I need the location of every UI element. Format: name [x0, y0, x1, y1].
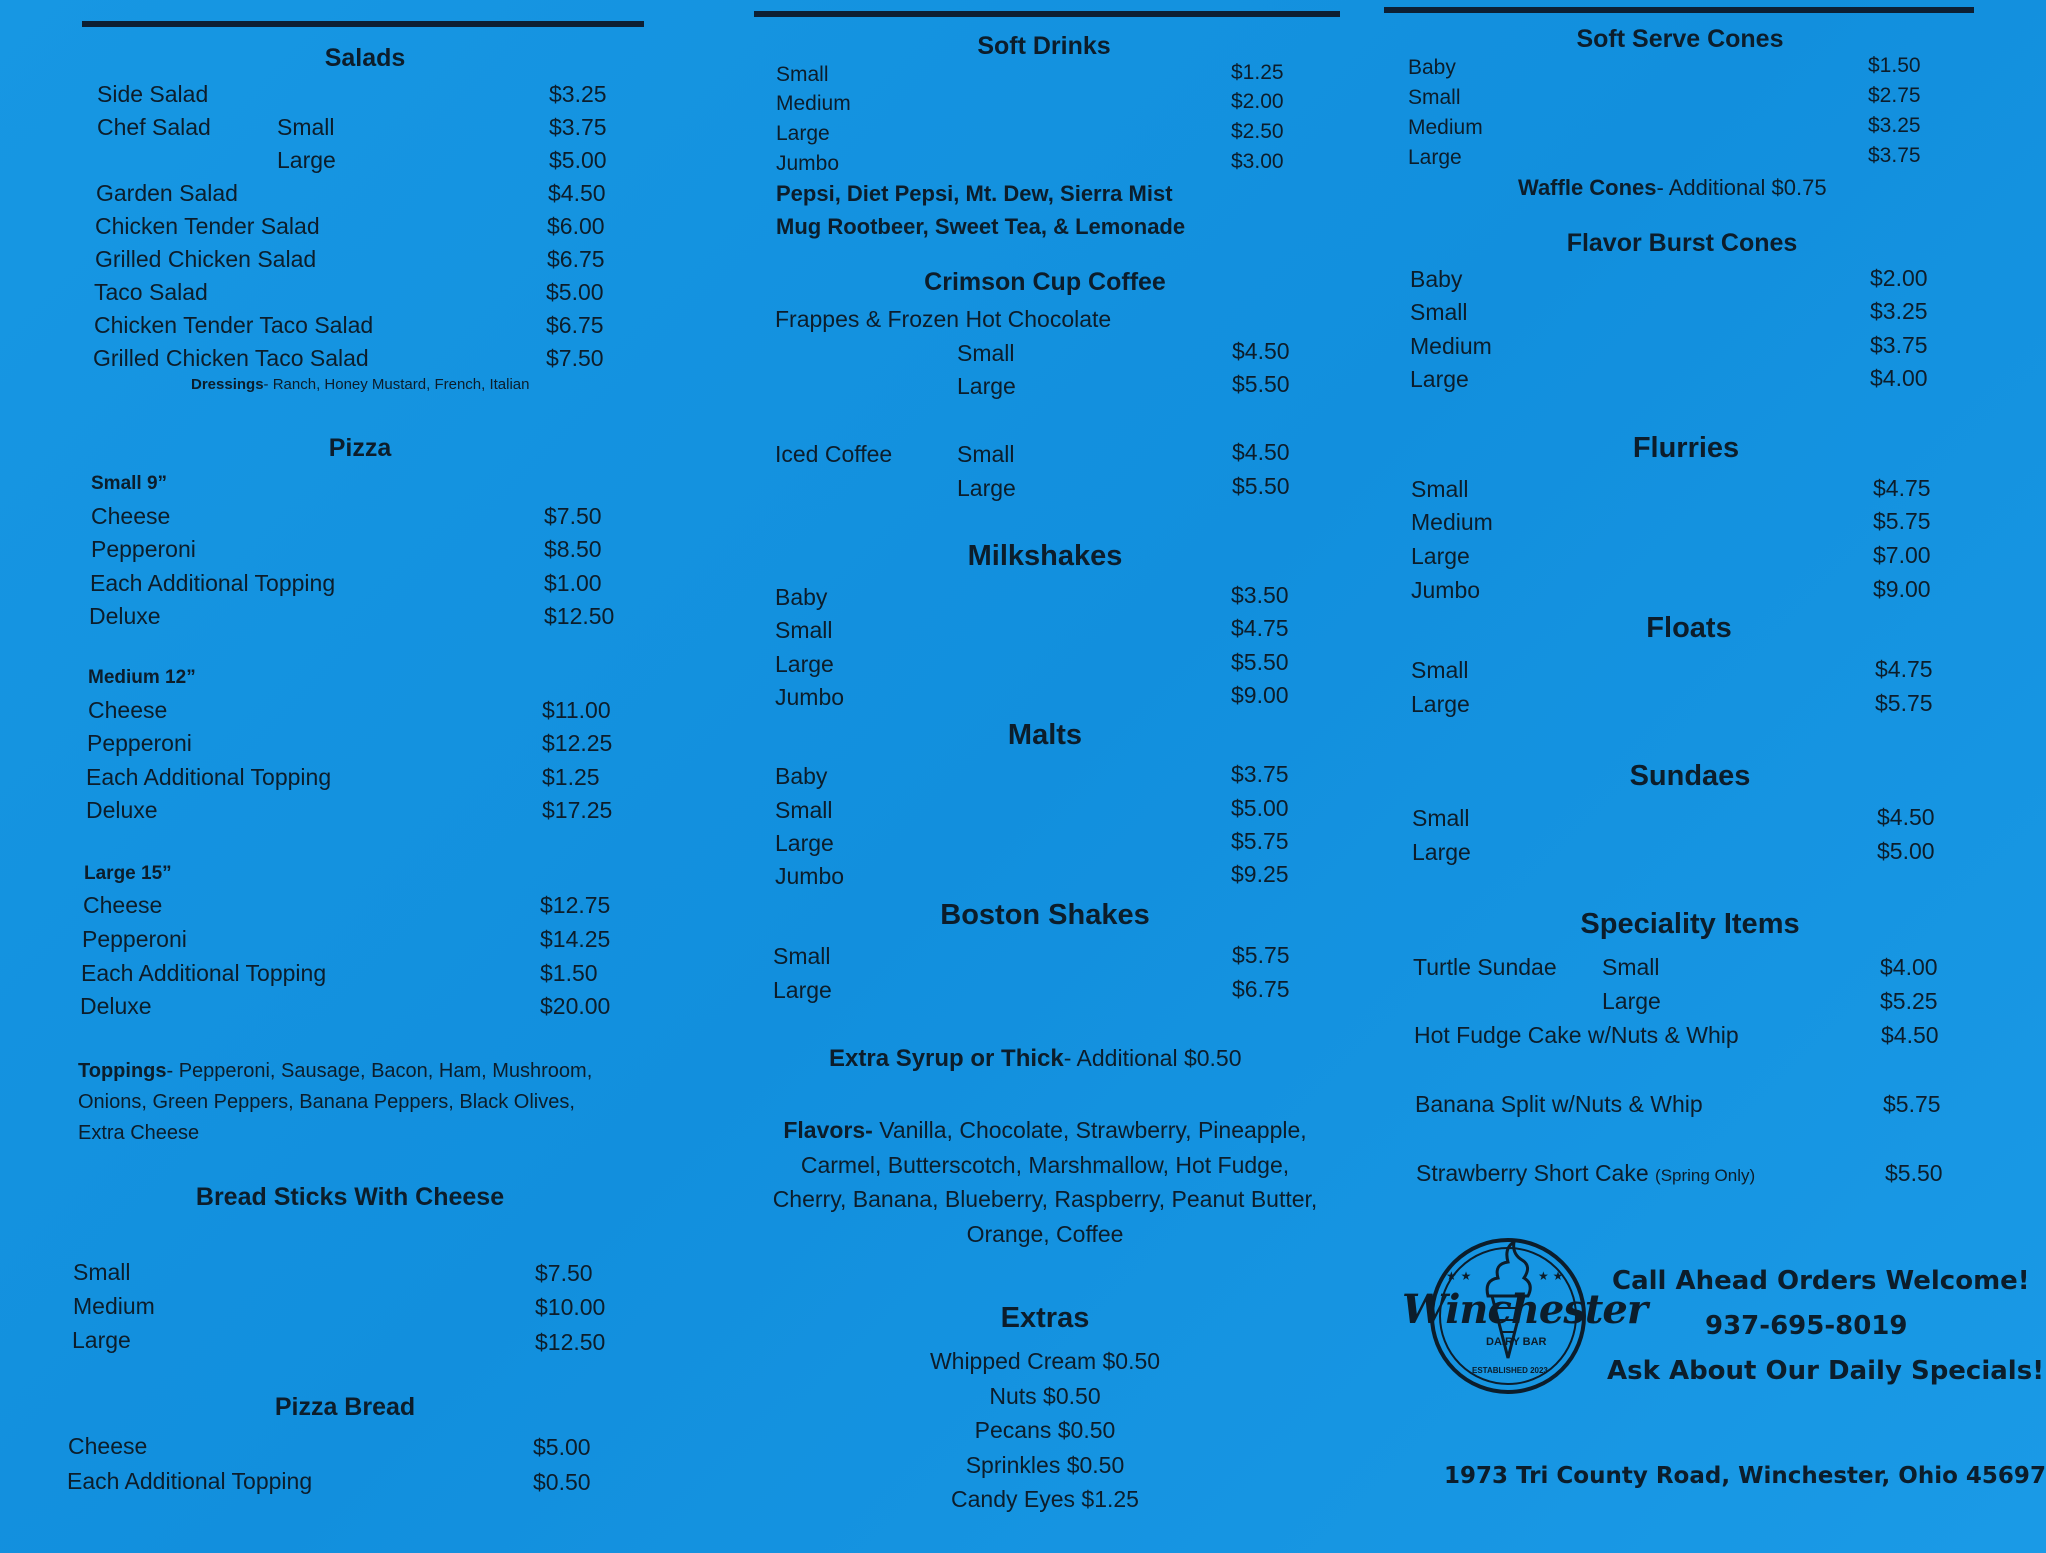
malts-title: Malts	[1007, 719, 1083, 751]
softserve-size: Medium	[1408, 116, 1483, 139]
pizza-item-name: Each Additional Topping	[86, 764, 332, 790]
pizzabread-price: $0.50	[533, 1469, 591, 1495]
pizza-item-price: $1.25	[542, 764, 600, 790]
milkshake-size: Baby	[775, 584, 828, 610]
softserve-size: Small	[1408, 86, 1461, 109]
iced-coffee-size: Large	[957, 475, 1016, 501]
boston-size: Large	[773, 977, 832, 1003]
daily-specials-text: Ask About Our Daily Specials!	[1607, 1356, 2045, 1386]
milkshake-size: Large	[775, 651, 834, 677]
float-size: Large	[1411, 691, 1470, 717]
toppings-label: Toppings	[78, 1060, 167, 1082]
flavorburst-size: Baby	[1410, 266, 1463, 292]
softdrinks-title: Soft Drinks	[977, 32, 1111, 60]
malt-price: $3.75	[1231, 761, 1289, 787]
boston-price: $5.75	[1232, 942, 1290, 968]
sundae-size: Large	[1412, 839, 1471, 865]
iced-coffee-size: Small	[957, 441, 1015, 467]
coffee-title: Crimson Cup Coffee	[924, 268, 1166, 296]
pizza-item-price: $12.50	[544, 603, 615, 629]
softdrink-price: $3.00	[1231, 150, 1284, 173]
right-column-rule	[1384, 7, 1974, 13]
flavors-line: Orange, Coffee	[966, 1220, 1124, 1247]
middle-column-rule	[754, 11, 1340, 17]
breadsticks-title: Bread Sticks With Cheese	[195, 1183, 505, 1211]
speciality-item-note: (Spring Only)	[1655, 1166, 1756, 1185]
flurry-price: $9.00	[1873, 576, 1931, 602]
pizza-item-name: Cheese	[88, 697, 168, 723]
pizza-title: Pizza	[328, 434, 392, 462]
speciality-item-name: Turtle Sundae	[1413, 954, 1557, 980]
salad-size: Large	[277, 147, 336, 173]
pizza-item-name: Pepperoni	[82, 926, 187, 952]
pizza-item-name: Pepperoni	[91, 536, 196, 562]
logo-wordmark: Winchester	[1402, 1286, 1647, 1333]
boston-size: Small	[773, 943, 831, 969]
milkshake-price: $5.50	[1231, 649, 1289, 675]
extra-item: Nuts $0.50	[989, 1382, 1101, 1409]
flavors-line	[745, 1113, 1345, 1148]
floats-title: Floats	[1646, 612, 1732, 644]
pizza-size-label: Small 9”	[91, 473, 168, 494]
breadsticks-price: $10.00	[535, 1294, 606, 1320]
softdrink-price: $2.50	[1231, 120, 1284, 143]
flavors-line: Cherry, Banana, Blueberry, Raspberry, Peanut Butter,	[772, 1186, 1318, 1212]
salad-price: $5.00	[546, 279, 604, 305]
salad-name: Chicken Tender Salad	[95, 213, 320, 239]
salad-name: Grilled Chicken Salad	[95, 246, 317, 272]
waffle-cones-note	[1518, 175, 1827, 201]
sundae-price: $5.00	[1877, 838, 1935, 864]
waffle-cones-text: - Additional $0.75	[1656, 175, 1827, 200]
pizza-item-name: Deluxe	[86, 797, 158, 823]
softserve-size: Baby	[1408, 56, 1456, 79]
pizza-item-name: Cheese	[91, 503, 171, 529]
winchester-dairy-bar-logo	[1400, 1208, 1647, 1398]
salad-price: $6.75	[546, 312, 604, 338]
salad-name: Garden Salad	[96, 180, 238, 206]
flavorburst-title: Flavor Burst Cones	[1566, 229, 1798, 257]
softserve-price: $1.50	[1868, 54, 1921, 77]
softdrink-brands-line: Pepsi, Diet Pepsi, Mt. Dew, Sierra Mist	[776, 181, 1173, 206]
softdrink-price: $1.25	[1231, 61, 1284, 84]
extra-item: Pecans $0.50	[974, 1417, 1116, 1443]
extra-item: Whipped Cream $0.50	[929, 1348, 1161, 1374]
speciality-item-name: Strawberry Short Cake	[1416, 1160, 1649, 1186]
pizza-item-price: $12.25	[542, 730, 613, 756]
sundae-price: $4.50	[1877, 804, 1935, 830]
boston-title: Boston Shakes	[940, 899, 1150, 931]
salad-price: $4.50	[548, 180, 606, 206]
sundaes-title: Sundaes	[1629, 760, 1751, 792]
breadsticks-size: Large	[72, 1327, 131, 1353]
breadsticks-size: Medium	[73, 1293, 155, 1319]
pizza-item-price: $17.25	[542, 797, 613, 823]
flurry-size: Jumbo	[1411, 577, 1481, 603]
frappe-price: $4.50	[1232, 338, 1290, 364]
flavors-list	[745, 1113, 1345, 1251]
salad-name: Chef Salad	[97, 114, 211, 140]
flavorburst-price: $3.25	[1870, 298, 1928, 324]
pizza-item-name: Deluxe	[89, 603, 161, 629]
flurry-price: $7.00	[1873, 542, 1931, 568]
flavorburst-size: Medium	[1410, 333, 1492, 359]
extra-syrup-text: - Additional $0.50	[1063, 1045, 1242, 1071]
flurry-price: $5.75	[1873, 508, 1931, 534]
salads-title: Salads	[324, 44, 406, 72]
flavorburst-price: $2.00	[1870, 265, 1928, 291]
pizza-item-price: $1.50	[540, 960, 598, 986]
malt-price: $5.75	[1231, 828, 1289, 854]
left-column-rule	[82, 21, 644, 27]
flavorburst-price: $4.00	[1870, 365, 1928, 391]
malt-size: Large	[775, 830, 834, 856]
extra-item: Candy Eyes $1.25	[951, 1486, 1139, 1512]
malt-price: $5.00	[1231, 795, 1289, 821]
milkshake-price: $4.75	[1231, 615, 1289, 641]
pizza-item-price: $20.00	[540, 993, 611, 1019]
milkshake-size: Jumbo	[775, 684, 845, 710]
pizza-size-label: Large 15”	[84, 863, 172, 884]
pizza-item-price: $11.00	[542, 697, 611, 723]
logo-established: ESTABLISHED 2023	[1472, 1366, 1548, 1375]
turtle-price: $5.25	[1880, 988, 1938, 1014]
flurry-size: Medium	[1411, 509, 1493, 535]
toppings-line	[78, 1056, 638, 1087]
flurry-price: $4.75	[1873, 475, 1931, 501]
speciality-item-price: $4.50	[1881, 1022, 1939, 1048]
pizza-item-name: Each Additional Topping	[81, 960, 327, 986]
pizzabread-name: Each Additional Topping	[67, 1468, 313, 1494]
breadsticks-size: Small	[73, 1259, 131, 1285]
pizza-item-name: Each Additional Topping	[90, 570, 336, 596]
milkshake-size: Small	[775, 617, 833, 643]
boston-price: $6.75	[1232, 976, 1290, 1002]
frappe-size: Large	[957, 373, 1016, 399]
address-text: 1973 Tri County Road, Winchester, Ohio 45697	[1444, 1463, 2046, 1489]
pizzabread-price: $5.00	[533, 1434, 591, 1460]
svg-text:★ ★: ★ ★	[1446, 1269, 1472, 1283]
pizza-size-label: Medium 12”	[88, 667, 196, 688]
salad-name: Taco Salad	[94, 279, 208, 305]
pizza-item-price: $1.00	[544, 570, 602, 596]
flavorburst-size: Small	[1410, 299, 1468, 325]
toppings-text: - Pepperoni, Sausage, Bacon, Ham, Mushroom,	[166, 1060, 593, 1082]
speciality-item-row	[1416, 1160, 1755, 1187]
softdrink-size: Small	[776, 63, 829, 86]
pizza-item-name: Pepperoni	[87, 730, 192, 756]
dressings-text: - Ranch, Honey Mustard, French, Italian	[263, 376, 530, 393]
frappe-size: Small	[957, 340, 1015, 366]
float-size: Small	[1411, 657, 1469, 683]
pizzabread-title: Pizza Bread	[274, 1393, 416, 1421]
extra-syrup-note	[829, 1045, 1242, 1073]
extra-item: Sprinkles $0.50	[965, 1451, 1125, 1478]
toppings-line: Onions, Green Peppers, Banana Peppers, Black Olives,	[78, 1091, 575, 1113]
call-ahead-text: Call Ahead Orders Welcome!	[1612, 1266, 2030, 1296]
speciality-item-name: Hot Fudge Cake w/Nuts & Whip	[1414, 1022, 1739, 1048]
malt-price: $9.25	[1231, 861, 1289, 887]
salad-price: $3.25	[549, 81, 607, 107]
flavors-text: Vanilla, Chocolate, Strawberry, Pineapple,	[872, 1117, 1307, 1143]
speciality-item-price: $5.50	[1885, 1160, 1943, 1186]
toppings-note	[78, 1056, 638, 1149]
milkshake-price: $3.50	[1231, 582, 1289, 608]
speciality-item-name: Banana Split w/Nuts & Whip	[1415, 1091, 1703, 1117]
softdrink-size: Large	[776, 122, 830, 145]
turtle-size: Large	[1602, 988, 1661, 1014]
frappe-label: Frappes & Frozen Hot Chocolate	[775, 306, 1112, 332]
toppings-line: Extra Cheese	[78, 1122, 200, 1144]
extra-syrup-label: Extra Syrup or Thick	[829, 1045, 1064, 1072]
salad-price: $7.50	[546, 345, 604, 371]
milkshakes-title: Milkshakes	[967, 540, 1123, 572]
salad-name: Grilled Chicken Taco Salad	[93, 345, 369, 371]
speciality-title: Speciality Items	[1580, 908, 1800, 940]
sundae-size: Small	[1412, 805, 1470, 831]
flurry-size: Small	[1411, 476, 1469, 502]
speciality-item-price: $5.75	[1883, 1091, 1941, 1117]
salad-name: Chicken Tender Taco Salad	[94, 312, 374, 338]
malt-size: Small	[775, 797, 833, 823]
salad-price: $3.75	[549, 114, 607, 140]
flurry-size: Large	[1411, 543, 1470, 569]
pizza-item-price: $8.50	[544, 536, 602, 562]
extras-list	[845, 1344, 1245, 1517]
frappe-price: $5.50	[1232, 371, 1290, 397]
softdrink-size: Jumbo	[776, 152, 840, 175]
malt-size: Baby	[775, 763, 828, 789]
flavors-label: Flavors-	[783, 1117, 873, 1143]
flavors-line: Carmel, Butterscotch, Marshmallow, Hot Fudge,	[800, 1151, 1290, 1178]
flavorburst-size: Large	[1410, 366, 1469, 392]
float-price: $5.75	[1875, 690, 1933, 716]
softserve-price: $3.25	[1868, 114, 1921, 137]
salad-size: Small	[277, 114, 335, 140]
iced-coffee-price: $5.50	[1232, 473, 1290, 499]
float-price: $4.75	[1875, 656, 1933, 682]
salad-price: $6.00	[547, 213, 605, 239]
softserve-title: Soft Serve Cones	[1576, 25, 1784, 53]
turtle-price: $4.00	[1880, 954, 1938, 980]
iced-coffee-label: Iced Coffee	[775, 441, 893, 467]
iced-coffee-price: $4.50	[1232, 439, 1290, 465]
pizza-item-price: $7.50	[544, 503, 602, 529]
malt-size: Jumbo	[775, 863, 845, 889]
softdrink-size: Medium	[776, 92, 851, 115]
flavorburst-price: $3.75	[1870, 332, 1928, 358]
logo-subtitle: DAIRY BAR	[1486, 1336, 1547, 1348]
dressings-note	[191, 376, 530, 393]
softdrink-brands-line: Mug Rootbeer, Sweet Tea, & Lemonade	[776, 214, 1186, 239]
pizza-item-price: $14.25	[540, 926, 611, 952]
milkshake-price: $9.00	[1231, 682, 1289, 708]
flurries-title: Flurries	[1632, 432, 1740, 464]
softdrink-price: $2.00	[1231, 90, 1284, 113]
salad-price: $5.00	[549, 147, 607, 173]
breadsticks-price: $7.50	[535, 1260, 593, 1286]
pizza-item-name: Deluxe	[80, 993, 152, 1019]
salad-price: $6.75	[547, 246, 605, 272]
softserve-size: Large	[1408, 146, 1462, 169]
softserve-price: $2.75	[1868, 84, 1921, 107]
breadsticks-price: $12.50	[535, 1329, 606, 1355]
salad-name: Side Salad	[97, 81, 209, 107]
pizzabread-name: Cheese	[68, 1433, 148, 1459]
phone-number[interactable]: 937-695-8019	[1705, 1311, 1908, 1341]
dressings-label: Dressings	[191, 376, 264, 393]
turtle-size: Small	[1602, 954, 1660, 980]
pizza-item-name: Cheese	[83, 892, 163, 918]
svg-text:★ ★: ★ ★	[1538, 1269, 1564, 1283]
softserve-price: $3.75	[1868, 144, 1921, 167]
waffle-cones-label: Waffle Cones	[1518, 175, 1657, 200]
pizza-item-price: $12.75	[540, 892, 611, 918]
extras-title: Extras	[1000, 1302, 1090, 1334]
